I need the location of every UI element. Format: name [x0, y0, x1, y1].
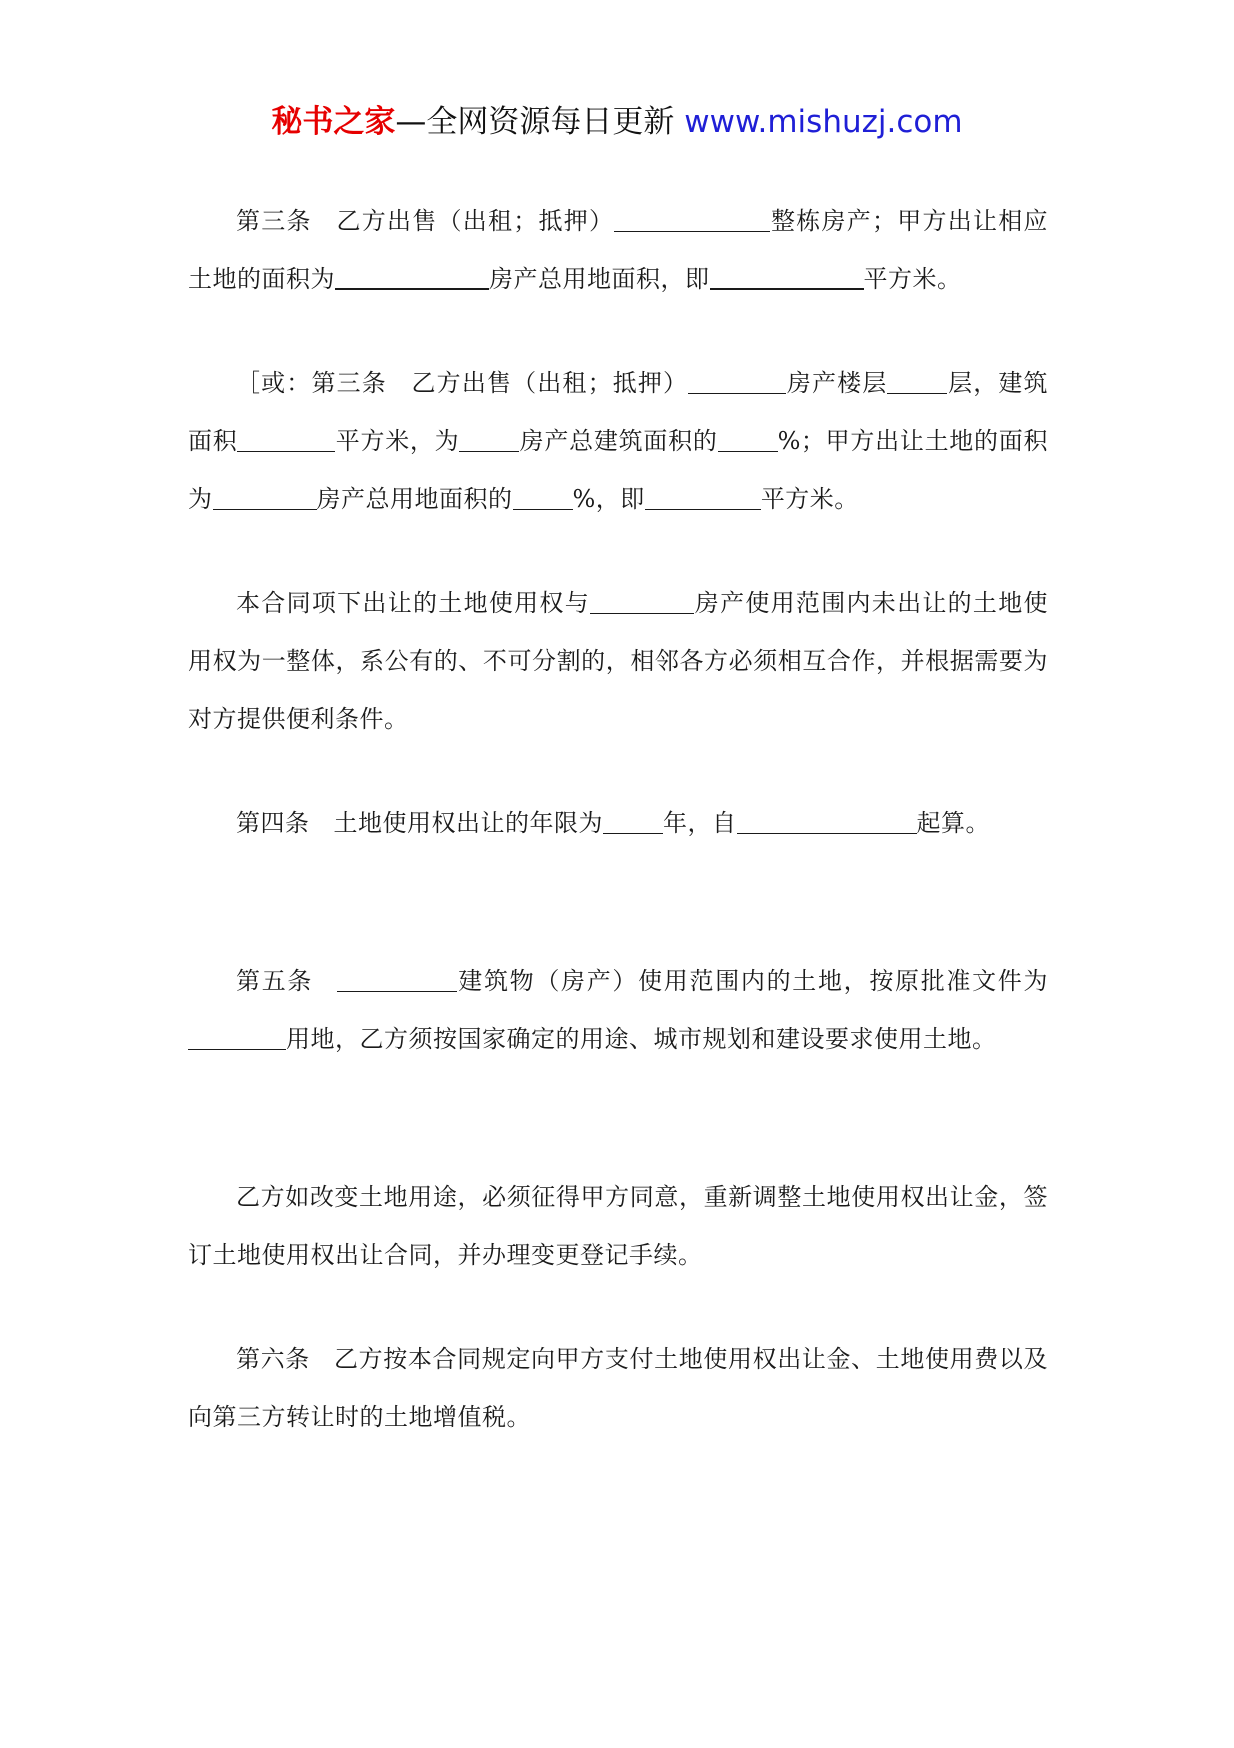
blank-field[interactable] [710, 264, 864, 290]
blank-field[interactable] [337, 967, 457, 992]
article-6-paragraph: 第六条 乙方按本合同规定向甲方支付土地使用权出让金、土地使用费以及向第三方转让时的土地增值税。 [188, 1345, 1048, 1431]
blank-field[interactable] [213, 485, 317, 510]
article-5-heading: 第五条 [236, 967, 314, 995]
blank-field[interactable] [737, 809, 917, 834]
blank-field[interactable] [645, 485, 761, 510]
site-brand: 秘书之家 [271, 104, 396, 140]
article-6-heading: 第六条 [236, 1345, 310, 1373]
blank-field[interactable] [718, 427, 778, 452]
article-3-alternative-paragraph: ［或：第三条 乙方出售（出租；抵押） 房产楼层 层，建筑面积 平方米，为 房产总建筑面积的 %；甲方出让土地的面积为 房产总用地面积的 %，即 平方米。 [188, 369, 1049, 513]
article-3-heading: 第三条 [236, 207, 312, 235]
blank-field[interactable] [513, 485, 573, 510]
blank-field[interactable] [614, 207, 770, 232]
land-use-clause-paragraph: 本合同项下出让的土地使用权与 房产使用范围内未出让的土地使用权为一整体，系公有的、不可分割的，相邻各方必须相互合作，并根据需要为对方提供便利条件。 [188, 589, 1048, 733]
blank-field[interactable] [590, 589, 694, 614]
article-4-paragraph: 第四条 土地使用权出让的年限为 年，自 起算。 [236, 809, 990, 837]
article-3-paragraph: 第三条 乙方出售（出租；抵押） 整栋房产；甲方出让相应土地的面积为 房产总用地面积，即 平方米。 [188, 207, 1048, 293]
site-url-link[interactable]: www.mishuzj.com [684, 104, 963, 140]
site-header [0, 100, 1234, 144]
blank-field[interactable] [603, 809, 663, 834]
article-5-paragraph: 第五条 建筑物（房产）使用范围内的土地，按原批准文件为用地，乙方须按国家确定的用途、城市规划和建设要求使用土地。 [188, 952, 1048, 1068]
blank-field[interactable] [688, 369, 786, 394]
blank-field[interactable] [188, 1025, 286, 1050]
blank-field[interactable] [459, 427, 519, 452]
article-4-heading: 第四条 [236, 809, 310, 837]
blank-field[interactable] [887, 369, 947, 394]
site-tagline: —全网资源每日更新 [395, 104, 675, 140]
blank-field[interactable] [335, 264, 489, 290]
blank-field[interactable] [237, 427, 335, 452]
change-land-use-paragraph: 乙方如改变土地用途，必须征得甲方同意，重新调整土地使用权出让金，签订土地使用权出让合同，并办理变更登记手续。 [188, 1183, 1048, 1269]
document-body [188, 192, 1048, 1446]
